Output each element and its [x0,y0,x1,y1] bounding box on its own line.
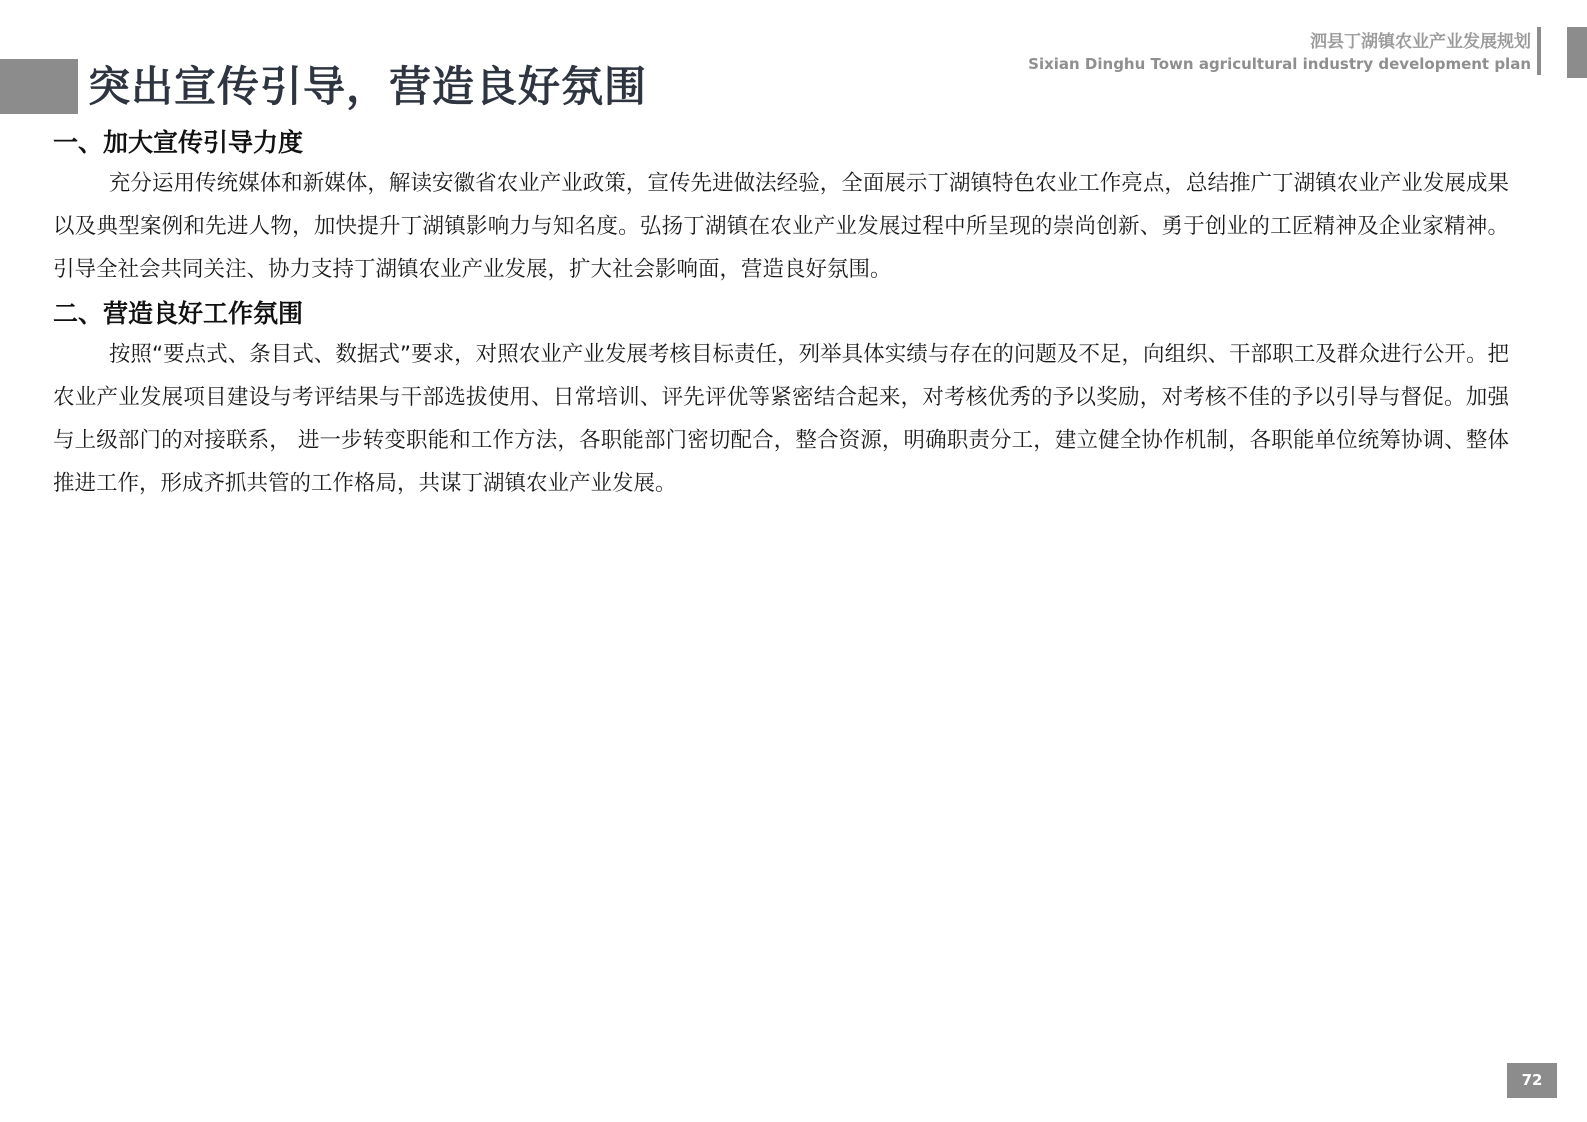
header-title-en: Sixian Dinghu Town agricultural industry development plan [1028,55,1531,73]
section-paragraph-publicity: 充分运用传统媒体和新媒体，解读安徽省农业产业政策，宣传先进做法经验，全面展示丁湖镇特色农业工作亮点，总结推广丁湖镇农业产业发展成果以及典型案例和先进人物，加快提升丁湖镇影响力与知名度。弘扬丁湖镇在农业产业发展过程中所呈现的崇尚创新、勇于创业的工匠精神及企业家精神。引导全社会共同关注、协力支持丁湖镇农业产业发展，扩大社会影响面，营造良好氛围。 [53,171,1509,282]
page-title: 突出宣传引导，营造良好氛围 [88,62,648,111]
page-number-badge: 72 [1507,1063,1557,1098]
section-heading-atmosphere: 二、营造良好工作氛围 [53,299,304,328]
header-divider-bar [1537,27,1541,75]
document-header [1028,30,1531,74]
header-title-cn: 泗县丁湖镇农业产业发展规划 [1310,32,1531,52]
header-edge-tab [1567,27,1587,78]
title-accent-block [0,59,78,114]
main-content [53,124,1509,509]
section-paragraph-atmosphere: 按照“要点式、条目式、数据式”要求，对照农业产业发展考核目标责任，列举具体实绩与存在的问题及不足，向组织、干部职工及群众进行公开。把农业产业发展项目建设与考评结果与干部选拔使用、日常培训、评先评优等紧密结合起来，对考核优秀的予以奖励，对考核不佳的予以引导与督促。加强与上级部门的对接联系， 进一步转变职能和工作方法，各职能部门密切配合，整合资源，明确职责分工，建立健全协作机制，各职能单位统筹协调、整体推进工作，形成齐抓共管的工作格局，共谋丁湖镇农业产业发展。 [53,342,1509,496]
section-heading-publicity: 一、加大宣传引导力度 [53,128,304,157]
